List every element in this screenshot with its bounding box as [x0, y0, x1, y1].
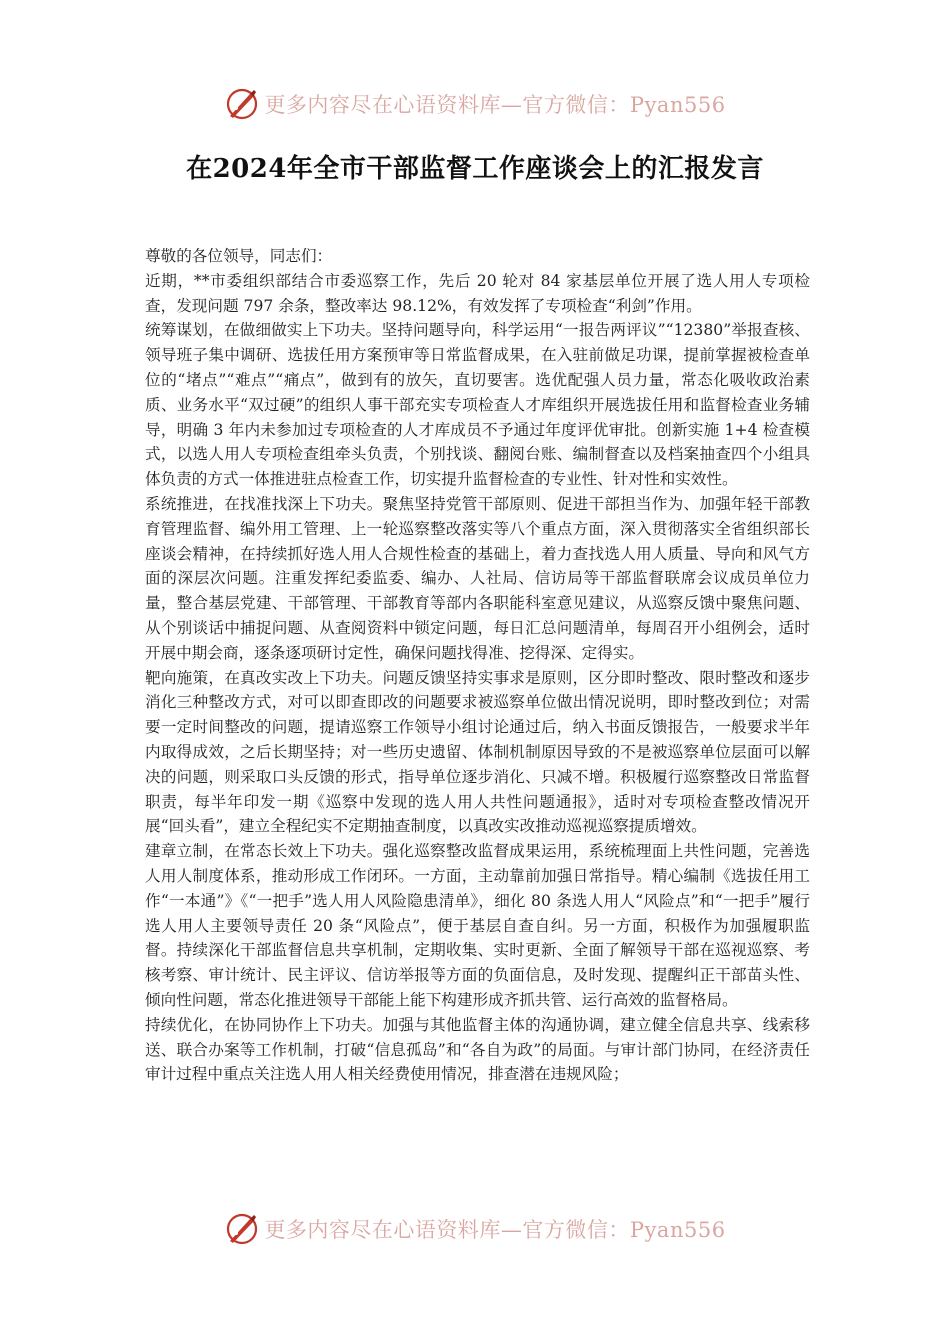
document-body	[145, 244, 810, 1087]
document-title: 在2024年全市干部监督工作座谈会上的汇报发言	[186, 154, 764, 184]
paragraph: 统筹谋划，在做细做实上下功夫。坚持问题导向，科学运用“一报告两评议”“12380”举报查核、领导班子集中调研、选拔任用方案预审等日常监督成果，在入驻前做足功课，提前掌握被检查单位的“堵点”“难点”“痛点”，做到有的放矢，直切要害。选优配强人员力量，常态化吸收政治素质、业务水平“双过硬”的组织人事干部充实专项检查人才库组织开展选拔任用和监督检查业务辅导，明确 3 年内未参加过专项检查的人才库成员不予通过年度评优审批。创新实施 1+4 检查模式，以选人用人专项检查组牵头负责，个别找谈、翻阅台账、编制督查以及档案抽查四个小组具体负责的方式一体推进驻点检查工作，切实提升监督检查的专业性、针对性和实效性。	[145, 321, 810, 489]
bottom-watermark-banner	[0, 1209, 950, 1249]
watermark-text: 更多内容尽在心语资料库—官方微信：Pyan556	[264, 1218, 726, 1242]
paragraph: 近期，**市委组织部结合市委巡察工作，先后 20 轮对 84 家基层单位开展了选人用人专项检查，发现问题 797 余条，整改率达 98.12%，有效发挥了专项检查“利剑”作用。	[145, 271, 810, 315]
top-watermark-banner	[0, 84, 950, 124]
paragraph: 持续优化，在协同协作上下功夫。加强与其他监督主体的沟通协调，建立健全信息共享、线索移送、联合办案等工作机制，打破“信息孤岛”和“各自为政”的局面。与审计部门协同，在经济责任审计过程中重点关注选人用人相关经费使用情况，排查潜在违规风险；	[145, 1015, 810, 1084]
paragraph: 建章立制，在常态长效上下功夫。强化巡察整改监督成果运用，系统梳理面上共性问题，完善选人用人制度体系，推动形成工作闭环。一方面，主动靠前加强日常指导。精心编制《选拔任用工作“一本通”》《“一把手”选人用人风险隐患清单》，细化 80 条选人用人“风险点”和“一把手”履行选人用人主要领导责任 20 条“风险点”，便于基层自查自纠。另一方面，积极作为加强履职监督。持续深化干部监督信息共享机制，定期收集、实时更新、全面了解领导干部在巡视巡察、考核考察、审计统计、民主评议、信访举报等方面的负面信息，及时发现、提醒纠正干部苗头性、倾向性问题，常态化推进领导干部能上能下构建形成齐抓共管、运行高效的监督格局。	[145, 842, 810, 1009]
pen-logo-icon	[224, 86, 260, 122]
paragraph: 靶向施策，在真改实改上下功夫。问题反馈坚持实事求是原则，区分即时整改、限时整改和逐步消化三种整改方式，对可以即查即改的问题要求被巡察单位做出情况说明，即时整改到位；对需要一定时间整改的问题，提请巡察工作领导小组讨论通过后，纳入书面反馈报告，一般要求半年内取得成效，之后长期坚持；对一些历史遗留、体制机制原因导致的不是被巡察单位层面可以解决的问题，则采取口头反馈的形式，指导单位逐步消化、只减不增。积极履行巡察整改日常监督职责，每半年印发一期《巡察中发现的选人用人共性问题通报》，适时对专项检查整改情况开展“回头看”，建立全程纪实不定期抽查制度，以真改实改推动巡视巡察提质增效。	[145, 668, 810, 836]
paragraph: 系统推进，在找准找深上下功夫。聚焦坚持党管干部原则、促进干部担当作为、加强年轻干部教育管理监督、编外用工管理、上一轮巡察整改落实等八个重点方面，深入贯彻落实全省组织部长座谈会精神，在持续抓好选人用人合规性检查的基础上，着力查找选人用人质量、导向和风气方面的深层次问题。注重发挥纪委监委、编办、人社局、信访局等干部监督联席会议成员单位力量，整合基层党建、干部管理、干部教育等部内各职能科室意见建议，从巡察反馈中聚焦问题、从个别谈话中捕捉问题、从查阅资料中锁定问题，每日汇总问题清单，每周召开小组例会，适时开展中期会商，逐条逐项研讨定性，确保问题找得准、挖得深、定得实。	[145, 494, 810, 662]
pen-logo-icon	[224, 1211, 260, 1247]
greeting: 尊敬的各位领导，同志们：	[145, 247, 333, 265]
watermark-text: 更多内容尽在心语资料库—官方微信：Pyan556	[264, 93, 726, 117]
